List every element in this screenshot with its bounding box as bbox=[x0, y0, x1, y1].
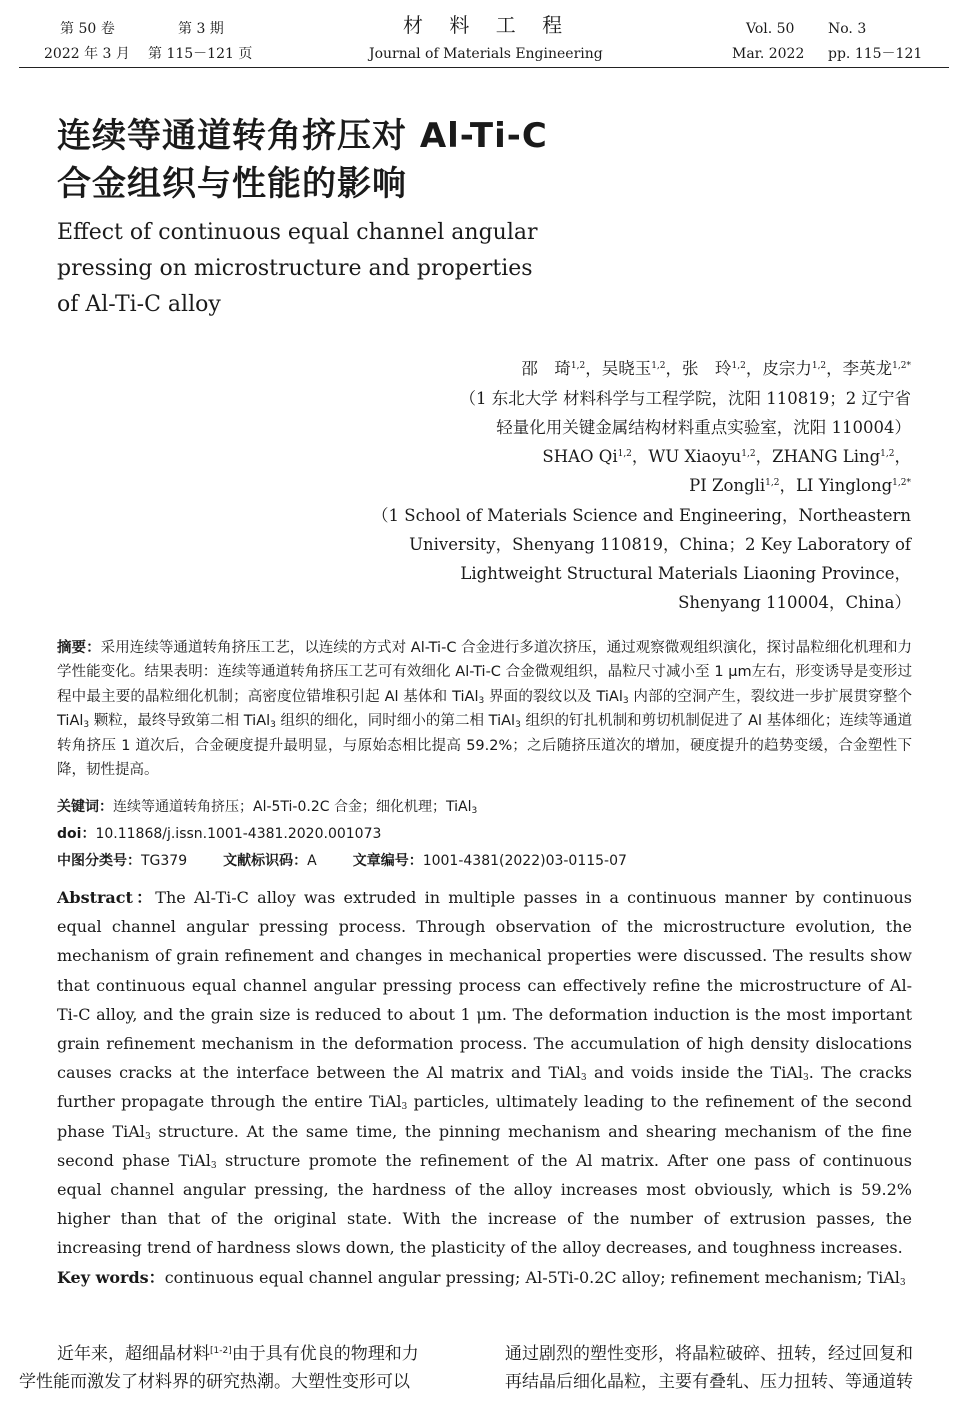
doi-line bbox=[57, 823, 381, 845]
author-cn: 吴晓玉 bbox=[601, 359, 652, 378]
citation-ref[interactable]: [1-2] bbox=[210, 1346, 232, 1356]
abstract-cn-text: 内部的空洞产生，裂纹进一步扩展贯穿整个 TiAl bbox=[57, 688, 912, 730]
keywords-en-text: continuous equal channel angular pressing; Al-5Ti-0.2C alloy; refinement mechanism; TiAl bbox=[164, 1267, 900, 1287]
authors-cn: 邵 琦$^{1,2}$，吴晓玉$^{1,2}$，张 玲$^{1,2}$，皮宗力$^{1,2}$，李英龙$^{1,2*}$ bbox=[521, 359, 911, 378]
body-left-line2: 学性能而激发了材料界的研究热潮。大塑性变形可以 bbox=[19, 1372, 410, 1392]
header-journal-cn: 材 料 工 程 bbox=[403, 13, 573, 37]
author-en: WU Xiaoyu bbox=[648, 447, 742, 466]
body-left-column bbox=[19, 1340, 419, 1396]
doi-value[interactable]: 10.11868/j.issn.1001-4381.2020.001073 bbox=[95, 826, 382, 842]
abstract-en-text: The Al-Ti-C alloy was extruded in multiple passes in a continuous manner by continuous equal channel angular pressing process. Through observation of the microstructure evolution, the mechanism of grain refinement and changes in mechanical properties were discussed. The results show that continuous equal channel angular pressing process can effectively refine the microstructure of Al-Ti-C alloy, and the grain size is reduced to about 1 μm. The deformation induction is the most important grain refinement mechanism in the deformation process. The accumulation of high density dislocations causes cracks at the interface between the Al matrix and TiAl bbox=[57, 888, 912, 1083]
title-en-line3: of Al-Ti-C alloy bbox=[57, 292, 221, 317]
affiliation-en-line3: Lightweight Structural Materials Liaoning Province， bbox=[460, 564, 911, 583]
body-right-column bbox=[505, 1340, 913, 1396]
title-en bbox=[57, 215, 577, 323]
abstract-cn-text: 颗粒，最终导致第二相 TiAl bbox=[89, 713, 271, 730]
author-sup: 1,2* bbox=[892, 478, 911, 488]
subscript: 3 bbox=[478, 695, 485, 706]
subscript: 3 bbox=[144, 1131, 151, 1142]
header-issue-en: No. 3 bbox=[828, 21, 867, 37]
author-sup: 1,2 bbox=[617, 449, 632, 459]
article-number-value: 1001-4381(2022)03-0115-07 bbox=[422, 853, 627, 869]
author-en: LI Yinglong bbox=[795, 476, 893, 495]
subscript: 3 bbox=[210, 1160, 217, 1171]
title-en-line1: Effect of continuous equal channel angular bbox=[57, 220, 538, 245]
doc-code-label: 文献标识码： bbox=[223, 853, 308, 869]
subscript: 3 bbox=[899, 1277, 906, 1288]
subscript: 3 bbox=[802, 1073, 809, 1084]
abstract-en-text: . The cracks further propagate through the entire TiAl bbox=[57, 1063, 913, 1112]
author-sup: 1,2 bbox=[880, 449, 895, 459]
abstract-cn-text: 组织的细化，同时细小的第二相 TiAl bbox=[275, 713, 516, 730]
subscript: 3 bbox=[270, 720, 276, 731]
author-sup: 1,2 bbox=[731, 361, 746, 371]
affiliation-en-line1: （1 School of Materials Science and Engineering，Northeastern bbox=[372, 506, 911, 525]
subscript: 3 bbox=[515, 720, 521, 731]
author-sup: 1,2* bbox=[892, 361, 911, 371]
title-cn-line2: 合金组织与性能的影响 bbox=[57, 164, 407, 204]
abstract-en-text: structure. At the same time, the pinning mechanism and shearing mechanism of the fine second phase TiAl bbox=[57, 1121, 913, 1170]
header-pages-en: pp. 115－121 bbox=[828, 46, 923, 62]
abstract-cn-text: 采用连续等通道转角挤压工艺，以连续的方式对 Al-Ti-C 合金进行多道次挤压，通过观察微观组织演化，探讨晶粒细化机理和力学性能变化。结果表明：连续等通道转角挤压工艺可有效细化 Al-Ti-C 合金微观组织，晶粒尺寸减小至 1 μm左右，形变诱导是变形过程中最主要的晶粒细化机制；高密度位错堆积引起 Al 基体和 TiAl bbox=[57, 640, 913, 705]
header-rule bbox=[19, 67, 949, 68]
doc-code-value: A bbox=[307, 853, 317, 869]
affiliation-cn-line2: 轻量化用关键金属结构材料重点实验室，沈阳 110004） bbox=[496, 418, 911, 437]
author-cn: 皮宗力 bbox=[762, 359, 812, 378]
subscript: 3 bbox=[83, 720, 90, 731]
author-sup: 1,2 bbox=[651, 361, 666, 371]
author-sup: 1,2 bbox=[765, 478, 780, 488]
classification-line bbox=[57, 850, 627, 872]
abstract-cn-label: 摘要： bbox=[57, 640, 101, 656]
author-en: ZHANG Ling bbox=[772, 447, 881, 466]
subscript: 3 bbox=[622, 695, 629, 706]
authors-en-line1: SHAO Qi$^{1,2}$，WU Xiaoyu$^{1,2}$，ZHANG Ling$^{1,2}$， bbox=[542, 447, 911, 466]
body-text: 近年来，超细晶材料 bbox=[57, 1344, 210, 1364]
keywords-en-label: Key words： bbox=[57, 1267, 165, 1287]
doi-label: doi： bbox=[57, 826, 96, 842]
body-left-line1 bbox=[57, 1340, 419, 1368]
abstract-en-label: Abstract： bbox=[57, 888, 156, 907]
author-sup: 1,2 bbox=[570, 361, 586, 371]
subscript: 3 bbox=[471, 806, 478, 816]
author-cn: 张 玲 bbox=[682, 359, 732, 378]
abstract-en bbox=[57, 883, 912, 1292]
author-sup: 1,2 bbox=[811, 361, 827, 371]
abstract-cn-text: 组织的钉扎机制和剪切机制促进了 Al 基体细化；连续等通道转角挤压 1 道次后，合金硬度提升最明显，与原始态相比提高 59.2%；之后随挤压道次的增加，硬度提升的趋势变缓，合金塑性下降，韧性提高。 bbox=[57, 713, 913, 779]
subscript: 3 bbox=[580, 1073, 587, 1084]
author-sup: 1,2 bbox=[741, 449, 756, 459]
body-text: 由于具有优良的物理和力 bbox=[231, 1344, 419, 1364]
title-cn bbox=[57, 112, 657, 208]
subscript: 3 bbox=[401, 1102, 408, 1113]
article-number-label: 文章编号： bbox=[352, 853, 423, 869]
header-volume-cn: 第 50 卷 bbox=[60, 21, 115, 37]
affiliation-en-line2: University，Shenyang 110819，China；2 Key Laboratory of bbox=[409, 535, 911, 554]
header-journal-en: Journal of Materials Engineering bbox=[369, 46, 603, 62]
keywords-cn-label: 关键词： bbox=[57, 799, 113, 815]
keywords-cn bbox=[57, 796, 477, 818]
author-cn: 邵 琦 bbox=[521, 359, 571, 378]
keywords-cn-text: 连续等通道转角挤压；Al-5Ti-0.2C 合金；细化机理；TiAl bbox=[113, 799, 472, 815]
abstract-en-text: and voids inside the TiAl bbox=[586, 1063, 803, 1083]
header-volume-en: Vol. 50 bbox=[746, 21, 795, 37]
body-right-line1: 通过剧烈的塑性变形，将晶粒破碎、扭转，经过回复和 bbox=[505, 1344, 913, 1364]
header-date-cn: 2022 年 3 月 bbox=[44, 46, 130, 62]
clc-label: 中图分类号： bbox=[57, 853, 141, 869]
authors-en-line2: PI Zongli$^{1,2}$，LI Yinglong$^{1,2*}$ bbox=[689, 476, 911, 495]
header-date-en: Mar. 2022 bbox=[732, 46, 805, 62]
abstract-cn-text: 界面的裂纹以及 TiAl bbox=[484, 688, 623, 705]
affiliation-en-line4: Shenyang 110004，China） bbox=[678, 593, 911, 612]
author-cn: 李英龙 bbox=[842, 359, 893, 378]
title-en-line2: pressing on microstructure and properties bbox=[57, 256, 533, 281]
body-right-line2: 再结晶后细化晶粒，主要有叠轧、压力扭转、等通道转 bbox=[505, 1372, 913, 1392]
clc-value: TG379 bbox=[141, 853, 188, 869]
abstract-en-text: particles, ultimately leading to the refinement of the second phase TiAl bbox=[57, 1092, 913, 1141]
author-en: SHAO Qi bbox=[542, 447, 618, 466]
abstract-en-text: structure promote the refinement of the Al matrix. After one pass of continuous equal channel angular pressing, the hardness of the alloy increases most obviously, which is 59.2% higher than that of the original state. With the increase of the number of extrusion passes, the increasing trend of hardness slows down, the plasticity of the alloy decreases, and toughness increases. bbox=[57, 1150, 913, 1258]
abstract-cn bbox=[57, 636, 912, 782]
title-cn-line1: 连续等通道转角挤压对 Al-Ti-C bbox=[57, 116, 548, 156]
affiliation-cn-line1: （1 东北大学 材料科学与工程学院，沈阳 110819；2 辽宁省 bbox=[459, 389, 911, 408]
author-en: PI Zongli bbox=[689, 476, 766, 495]
header-pages-cn: 第 115－121 页 bbox=[148, 46, 253, 62]
header-issue-cn: 第 3 期 bbox=[178, 21, 224, 37]
